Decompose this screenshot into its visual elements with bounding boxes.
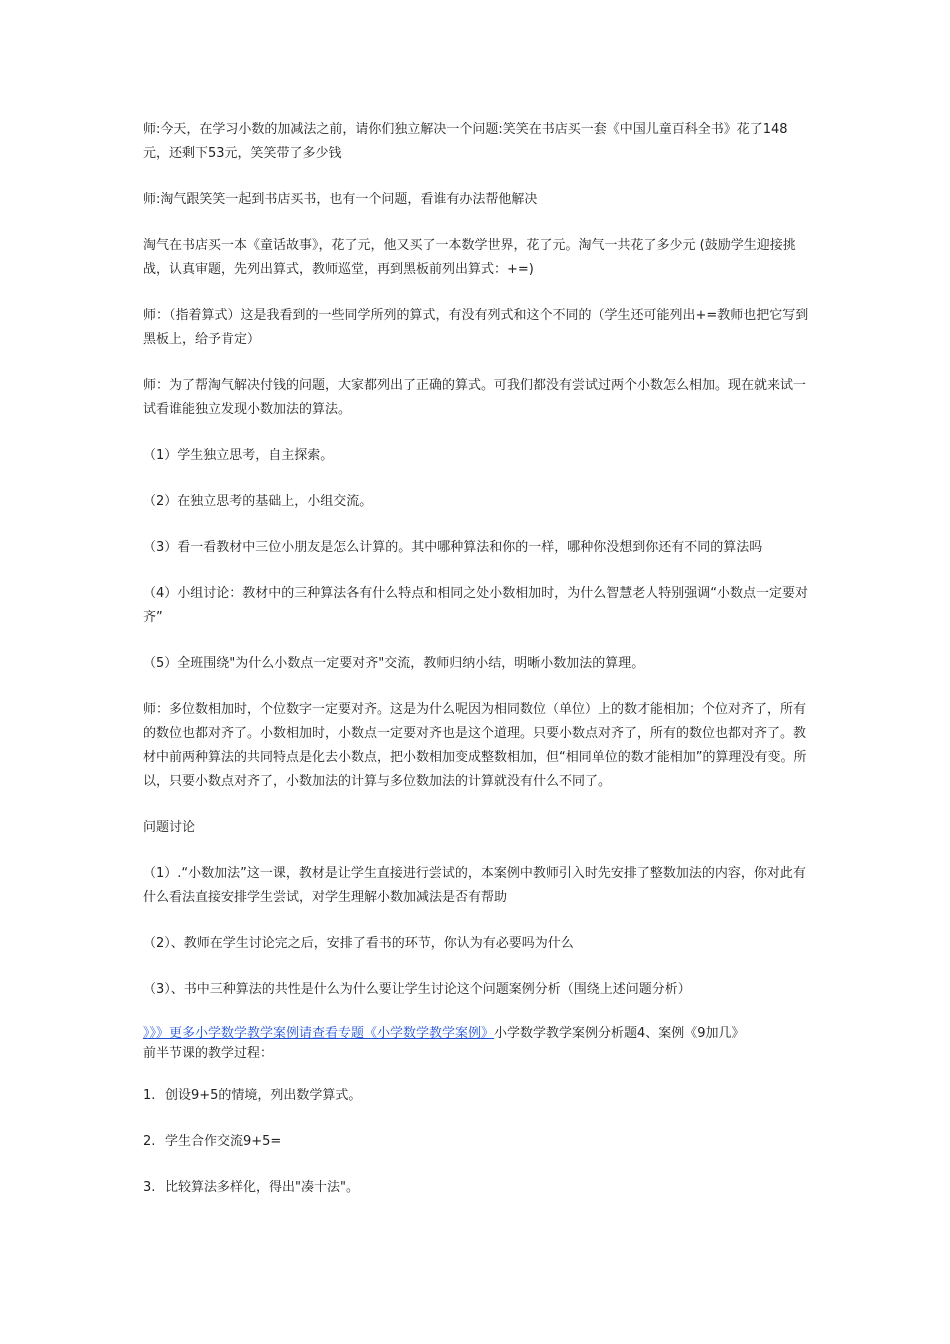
- numbered-item-3: [143, 1176, 811, 1200]
- case-title: 小学数学教学案例分析题4、案例《9加几》: [494, 1026, 745, 1041]
- paragraph-teacher-pointing: 师：（指着算式）这是我看到的一些同学所列的算式，有没有列式和这个不同的（学生还可能列出+=教师也把它写到黑板上，给予肯定）: [143, 308, 809, 347]
- paragraph-taoqi-story: 淘气在书店买一本《童话故事》，花了元，他又买了一本数学世界，花了元。淘气一共花了多少元 (鼓励学生迎接挑战，认真审题，先列出算式，教师巡堂，再到黑板前列出算式：+=): [143, 238, 796, 277]
- paragraph-taoqi-problem: 师:淘气跟笑笑一起到书店买书，也有一个问题，看谁有办法帮他解决: [143, 192, 538, 207]
- numbered-list: [143, 1084, 811, 1200]
- item-text: 创设9+5的情境，列出数学算式。: [165, 1088, 362, 1103]
- item-number: 3.: [143, 1180, 156, 1195]
- paragraph-try-addition: 师：为了帮淘气解决付钱的问题，大家都列出了正确的算式。可我们都没有尝试过两个小数怎么相加。现在就来试一试看谁能独立发现小数加法的算法。: [143, 378, 807, 417]
- document-body: [143, 118, 811, 1222]
- numbered-item-2: [143, 1130, 811, 1154]
- step-item-5: （5）全班围绕"为什么小数点一定要对齐"交流，教师归纳小结，明晰小数加法的算理。: [143, 656, 645, 671]
- item-text: 学生合作交流9+5=: [165, 1134, 282, 1149]
- paragraph-intro-question: 师:今天，在学习小数的加减法之前，请你们独立解决一个问题:笑笑在书店买一套《中国儿童百科全书》花了148元，还剩下53元，笑笑带了多少钱: [143, 122, 788, 161]
- item-number: 2.: [143, 1134, 156, 1149]
- step-item-1: （1）学生独立思考，自主探索。: [143, 448, 334, 463]
- step-item-3: （3）看一看教材中三位小朋友是怎么计算的。其中哪种算法和你的一样，哪种你没想到你还有不同的算法吗: [143, 540, 763, 555]
- discussion-heading: 问题讨论: [143, 820, 196, 835]
- more-cases-link[interactable]: 》》》更多小学数学教学案例请查看专题《小学数学教学案例》: [143, 1026, 495, 1041]
- question-item-2: （2）、教师在学生讨论完之后，安排了看书的环节，你认为有必要吗为什么: [143, 936, 574, 951]
- question-item-1: （1）.“小数加法”这一课，教材是让学生直接进行尝试的，本案例中教师引入时先安排了整数加法的内容，你对此有什么看法直接安排学生尝试，对学生理解小数加减法是否有帮助: [143, 866, 806, 905]
- intro-line: 前半节课的教学过程：: [143, 1046, 274, 1061]
- step-item-2: （2）在独立思考的基础上，小组交流。: [143, 494, 373, 509]
- item-text: 比较算法多样化，得出"凑十法"。: [165, 1180, 359, 1195]
- item-number: 1.: [143, 1088, 156, 1103]
- numbered-item-1: [143, 1084, 811, 1108]
- question-item-3: （3）、书中三种算法的共性是什么为什么要让学生讨论这个问题案例分析（围绕上述问题分析）: [143, 982, 691, 997]
- step-item-4: （4）小组讨论：教材中的三种算法各有什么特点和相同之处小数相加时，为什么智慧老人特别强调“小数点一定要对齐”: [143, 586, 809, 625]
- link-line: [143, 1024, 811, 1044]
- paragraph-summary: 师：多位数相加时，个位数字一定要对齐。这是为什么呢因为相同数位（单位）上的数才能相加；个位对齐了，所有的数位也都对齐了。小数相加时，小数点一定要对齐也是这个道理。只要小数点对齐了，所有的数位也都对齐了。教材中前两种算法的共同特点是化去小数点，把小数相加变成整数相加，但“相同单位的数才能相加”的算理没有变。所以，只要小数点对齐了，小数加法的计算与多位数加法的计算就没有什么不同了。: [143, 702, 807, 789]
